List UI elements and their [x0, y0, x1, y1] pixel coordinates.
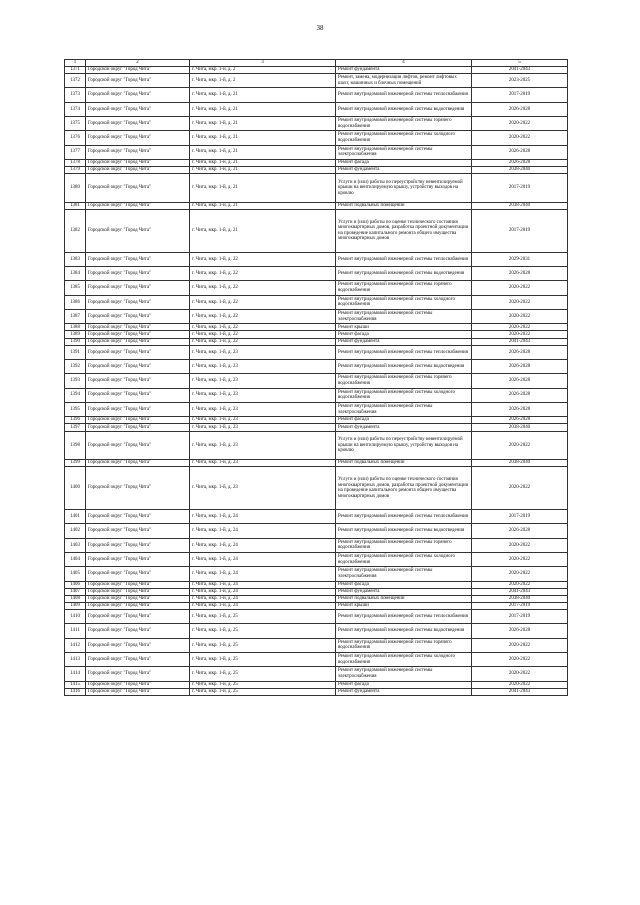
row-work-type: Ремонт внутридомовой инженерной системы горячего водоснабжения: [336, 117, 472, 131]
row-number: 1396: [65, 417, 86, 424]
row-work-type: Ремонт фасада: [336, 581, 472, 588]
row-address: г. Чита, мкр. 1-й, д. 25: [190, 653, 336, 667]
table-row: [65, 252, 568, 266]
row-work-type: Ремонт внутридомовой инженерной системы холодного водоснабжения: [336, 295, 472, 309]
table-row: [65, 424, 568, 431]
row-municipality: Городской округ "Город Чита": [86, 209, 190, 252]
row-work-type: Ремонт подвальных помещений: [336, 595, 472, 602]
row-number: 1391: [65, 345, 86, 359]
table-row: [65, 538, 568, 552]
row-period: 2020-2022: [472, 653, 568, 667]
row-number: 1382: [65, 209, 86, 252]
row-work-type: Ремонт внутридомовой инженерной системы водоотведения: [336, 267, 472, 281]
row-work-type: Ремонт крыши: [336, 603, 472, 610]
row-number: 1376: [65, 131, 86, 145]
row-number: 1402: [65, 524, 86, 538]
row-address: г. Чита, мкр. 1-й, д. 24: [190, 595, 336, 602]
row-municipality: Городской округ "Город Чита": [86, 638, 190, 652]
row-number: 1394: [65, 388, 86, 402]
row-period: 2026-2028: [472, 159, 568, 166]
row-address: г. Чита, мкр. 1-й, д. 21: [190, 131, 336, 145]
table-row: [65, 553, 568, 567]
header-col-2: 2: [86, 60, 190, 67]
row-number: 1374: [65, 102, 86, 116]
row-number: 1415: [65, 681, 86, 688]
row-work-type: Ремонт внутридомовой инженерной системы теплоснабжения: [336, 88, 472, 102]
row-municipality: Городской округ "Город Чита": [86, 524, 190, 538]
row-work-type: Ремонт внутридомовой инженерной системы электроснабжения: [336, 402, 472, 416]
row-work-type: Ремонт, замена, модернизация лифтов, ремонт лифтовых шахт, машинных и блочных помещений: [336, 74, 472, 88]
row-period: 2026-2028: [472, 267, 568, 281]
row-period: 2026-2028: [472, 402, 568, 416]
repair-schedule-table: [64, 59, 568, 696]
row-municipality: Городской округ "Город Чита": [86, 388, 190, 402]
row-address: г. Чита, мкр. 1-й, д. 2: [190, 74, 336, 88]
row-period: 2041-2043: [472, 338, 568, 345]
row-municipality: Городской округ "Город Чита": [86, 174, 190, 203]
row-work-type: Ремонт фундамента: [336, 688, 472, 695]
row-work-type: Ремонт внутридомовой инженерной системы горячего водоснабжения: [336, 281, 472, 295]
table-header-row: [65, 60, 568, 67]
row-period: 2020-2022: [472, 567, 568, 581]
row-municipality: Городской округ "Город Чита": [86, 331, 190, 338]
row-work-type: Ремонт подвальных помещений: [336, 460, 472, 467]
row-address: г. Чита, мкр. 1-й, д. 23: [190, 345, 336, 359]
table-row: [65, 74, 568, 88]
row-municipality: Городской округ "Город Чита": [86, 402, 190, 416]
row-number: 1377: [65, 145, 86, 159]
row-work-type: Ремонт фасада: [336, 331, 472, 338]
table-row: [65, 67, 568, 74]
row-number: 1413: [65, 653, 86, 667]
row-address: г. Чита, мкр. 1-й, д. 22: [190, 267, 336, 281]
row-municipality: Городской округ "Город Чита": [86, 460, 190, 467]
table-row: [65, 202, 568, 209]
row-address: г. Чита, мкр. 1-й, д. 21: [190, 202, 336, 209]
row-number: 1385: [65, 281, 86, 295]
row-address: г. Чита, мкр. 1-й, д. 25: [190, 688, 336, 695]
row-municipality: Городской округ "Город Чита": [86, 281, 190, 295]
row-municipality: Городской округ "Город Чита": [86, 681, 190, 688]
table-row: [65, 88, 568, 102]
row-work-type: Ремонт внутридомовой инженерной системы водоотведения: [336, 524, 472, 538]
row-work-type: Ремонт внутридомовой инженерной системы водоотведения: [336, 102, 472, 116]
row-period: 2020-2022: [472, 324, 568, 331]
row-municipality: Городской округ "Город Чита": [86, 417, 190, 424]
table-row: [65, 145, 568, 159]
page-number: 38: [316, 24, 324, 32]
row-municipality: Городской округ "Город Чита": [86, 88, 190, 102]
row-period: 2038-2040: [472, 424, 568, 431]
row-number: 1411: [65, 624, 86, 638]
row-number: 1390: [65, 338, 86, 345]
row-number: 1414: [65, 667, 86, 681]
row-period: 2020-2022: [472, 667, 568, 681]
row-address: г. Чита, мкр. 1-й, д. 25: [190, 667, 336, 681]
row-address: г. Чита, мкр. 1-й, д. 25: [190, 624, 336, 638]
row-address: г. Чита, мкр. 1-й, д. 22: [190, 338, 336, 345]
row-work-type: Ремонт внутридомовой инженерной системы горячего водоснабжения: [336, 374, 472, 388]
row-municipality: Городской округ "Город Чита": [86, 74, 190, 88]
row-period: 2017-2019: [472, 510, 568, 524]
header-col-4: 4: [336, 60, 472, 67]
row-address: г. Чита, мкр. 1-й, д. 21: [190, 167, 336, 174]
row-municipality: Городской округ "Город Чита": [86, 159, 190, 166]
row-number: 1388: [65, 324, 86, 331]
row-period: 2017-2019: [472, 88, 568, 102]
row-address: г. Чита, мкр. 1-й, д. 25: [190, 610, 336, 624]
row-work-type: Услуги и (или) работы по оценке технического состояния многоквартирных домов, разработка проектной документации на проведение капитального ремонта общего имущества многоквартирных домов: [336, 467, 472, 510]
row-work-type: Ремонт фундамента: [336, 167, 472, 174]
row-work-type: Ремонт внутридомовой инженерной системы электроснабжения: [336, 567, 472, 581]
row-address: г. Чита, мкр. 1-й, д. 25: [190, 681, 336, 688]
header-col-5: 5: [472, 60, 568, 67]
table-row: [65, 338, 568, 345]
row-number: 1397: [65, 424, 86, 431]
row-work-type: Ремонт крыши: [336, 324, 472, 331]
row-address: г. Чита, мкр. 1-й, д. 2: [190, 67, 336, 74]
row-address: г. Чита, мкр. 1-й, д. 21: [190, 174, 336, 203]
table-row: [65, 374, 568, 388]
row-address: г. Чита, мкр. 1-й, д. 22: [190, 252, 336, 266]
row-municipality: Городской округ "Город Чита": [86, 581, 190, 588]
row-period: 2029-2031: [472, 252, 568, 266]
row-municipality: Городской округ "Город Чита": [86, 431, 190, 460]
row-work-type: Ремонт внутридомовой инженерной системы холодного водоснабжения: [336, 131, 472, 145]
row-period: 2020-2022: [472, 467, 568, 510]
row-address: г. Чита, мкр. 1-й, д. 24: [190, 588, 336, 595]
row-work-type: Ремонт фасада: [336, 417, 472, 424]
row-address: г. Чита, мкр. 1-й, д. 23: [190, 424, 336, 431]
row-municipality: Городской округ "Город Чита": [86, 610, 190, 624]
table-row: [65, 681, 568, 688]
table-row: [65, 467, 568, 510]
row-municipality: Городской округ "Город Чита": [86, 374, 190, 388]
row-number: 1378: [65, 159, 86, 166]
row-address: г. Чита, мкр. 1-й, д. 24: [190, 603, 336, 610]
row-number: 1412: [65, 638, 86, 652]
row-period: 2026-2028: [472, 374, 568, 388]
row-number: 1389: [65, 331, 86, 338]
row-municipality: Городской округ "Город Чита": [86, 667, 190, 681]
row-period: 2020-2022: [472, 681, 568, 688]
row-municipality: Городской округ "Город Чита": [86, 131, 190, 145]
table-row: [65, 117, 568, 131]
row-period: 2038-2040: [472, 202, 568, 209]
row-municipality: Городской округ "Город Чита": [86, 252, 190, 266]
row-work-type: Ремонт внутридомовой инженерной системы теплоснабжения: [336, 252, 472, 266]
row-number: 1410: [65, 610, 86, 624]
row-municipality: Городской округ "Город Чита": [86, 338, 190, 345]
row-address: г. Чита, мкр. 1-й, д. 22: [190, 331, 336, 338]
row-number: 1404: [65, 553, 86, 567]
row-number: 1387: [65, 310, 86, 324]
header-col-1: 1: [65, 60, 86, 67]
row-municipality: Городской округ "Город Чита": [86, 102, 190, 116]
row-period: 2020-2022: [472, 538, 568, 552]
row-work-type: Ремонт внутридомовой инженерной системы холодного водоснабжения: [336, 388, 472, 402]
row-municipality: Городской округ "Город Чита": [86, 588, 190, 595]
row-number: 1380: [65, 174, 86, 203]
row-period: 2026-2028: [472, 345, 568, 359]
row-municipality: Городской округ "Город Чита": [86, 467, 190, 510]
table-row: [65, 460, 568, 467]
row-address: г. Чита, мкр. 1-й, д. 24: [190, 553, 336, 567]
row-work-type: Ремонт внутридомовой инженерной системы водоотведения: [336, 624, 472, 638]
table-row: [65, 131, 568, 145]
row-address: г. Чита, мкр. 1-й, д. 21: [190, 145, 336, 159]
row-municipality: Городской округ "Город Чита": [86, 345, 190, 359]
row-period: 2026-2028: [472, 388, 568, 402]
row-number: 1416: [65, 688, 86, 695]
row-number: 1386: [65, 295, 86, 309]
row-work-type: Ремонт фундамента: [336, 424, 472, 431]
row-municipality: Городской округ "Город Чита": [86, 538, 190, 552]
row-work-type: Ремонт внутридомовой инженерной системы электроснабжения: [336, 310, 472, 324]
row-work-type: Ремонт внутридомовой инженерной системы водоотведения: [336, 360, 472, 374]
row-number: 1383: [65, 252, 86, 266]
row-address: г. Чита, мкр. 1-й, д. 23: [190, 388, 336, 402]
row-work-type: Ремонт фасада: [336, 159, 472, 166]
row-number: 1405: [65, 567, 86, 581]
row-period: 2020-2022: [472, 281, 568, 295]
row-address: г. Чита, мкр. 1-й, д. 21: [190, 117, 336, 131]
row-period: 2026-2028: [472, 145, 568, 159]
row-period: 2020-2022: [472, 638, 568, 652]
row-municipality: Городской округ "Город Чита": [86, 295, 190, 309]
row-municipality: Городской округ "Город Чита": [86, 567, 190, 581]
table-row: [65, 310, 568, 324]
row-work-type: Ремонт внутридомовой инженерной системы горячего водоснабжения: [336, 638, 472, 652]
row-address: г. Чита, мкр. 1-й, д. 22: [190, 295, 336, 309]
table-row: [65, 567, 568, 581]
row-period: 2041-2043: [472, 688, 568, 695]
row-municipality: Городской округ "Город Чита": [86, 145, 190, 159]
row-municipality: Городской округ "Город Чита": [86, 267, 190, 281]
row-period: 2020-2022: [472, 131, 568, 145]
row-municipality: Городской округ "Город Чита": [86, 624, 190, 638]
table-row: [65, 524, 568, 538]
row-municipality: Городской округ "Город Чита": [86, 424, 190, 431]
row-period: 2041-2043: [472, 67, 568, 74]
table-row: [65, 295, 568, 309]
row-period: 2041-2043: [472, 588, 568, 595]
table-row: [65, 595, 568, 602]
row-municipality: Городской округ "Город Чита": [86, 360, 190, 374]
table-row: [65, 688, 568, 695]
row-number: 1403: [65, 538, 86, 552]
row-municipality: Городской округ "Город Чита": [86, 117, 190, 131]
row-address: г. Чита, мкр. 1-й, д. 24: [190, 581, 336, 588]
table-row: [65, 638, 568, 652]
row-period: 2017-2019: [472, 174, 568, 203]
row-number: 1371: [65, 67, 86, 74]
row-period: 2020-2022: [472, 553, 568, 567]
table-row: [65, 402, 568, 416]
row-address: г. Чита, мкр. 1-й, д. 23: [190, 402, 336, 416]
row-work-type: Услуги и (или) работы по оценке технического состояния многоквартирных домов, разработка проектной документации на проведение капитального ремонта общего имущества многоквартирных домов: [336, 209, 472, 252]
row-municipality: Городской округ "Город Чита": [86, 167, 190, 174]
row-period: 2020-2022: [472, 431, 568, 460]
row-period: 2026-2028: [472, 417, 568, 424]
row-address: г. Чита, мкр. 1-й, д. 22: [190, 324, 336, 331]
table-row: [65, 588, 568, 595]
table-row: [65, 331, 568, 338]
row-work-type: Ремонт внутридомовой инженерной системы холодного водоснабжения: [336, 653, 472, 667]
row-work-type: Ремонт внутридомовой инженерной системы электроснабжения: [336, 667, 472, 681]
row-municipality: Городской округ "Город Чита": [86, 310, 190, 324]
row-number: 1384: [65, 267, 86, 281]
row-number: 1381: [65, 202, 86, 209]
row-municipality: Городской округ "Город Чита": [86, 553, 190, 567]
table-row: [65, 510, 568, 524]
row-number: 1407: [65, 588, 86, 595]
row-period: 2038-2040: [472, 460, 568, 467]
row-number: 1375: [65, 117, 86, 131]
table-row: [65, 345, 568, 359]
row-work-type: Ремонт фасада: [336, 681, 472, 688]
table-row: [65, 159, 568, 166]
row-number: 1408: [65, 595, 86, 602]
row-address: г. Чита, мкр. 1-й, д. 22: [190, 281, 336, 295]
table-row: [65, 667, 568, 681]
row-period: 2026-2028: [472, 624, 568, 638]
row-municipality: Городской округ "Город Чита": [86, 653, 190, 667]
row-number: 1395: [65, 402, 86, 416]
row-work-type: Ремонт подвальных помещений: [336, 202, 472, 209]
row-number: 1393: [65, 374, 86, 388]
row-work-type: Услуги и (или) работы по переустройству невентилируемой крыши на вентилируемую крышу, устройству выходов на кровлю: [336, 174, 472, 203]
row-work-type: Ремонт фундамента: [336, 588, 472, 595]
row-number: 1372: [65, 74, 86, 88]
row-period: 2017-2019: [472, 610, 568, 624]
row-work-type: Ремонт внутридомовой инженерной системы теплоснабжения: [336, 345, 472, 359]
row-period: 2026-2028: [472, 102, 568, 116]
table-row: [65, 360, 568, 374]
row-municipality: Городской округ "Город Чита": [86, 688, 190, 695]
table-row: [65, 417, 568, 424]
row-municipality: Городской округ "Город Чита": [86, 510, 190, 524]
table-row: [65, 610, 568, 624]
row-municipality: Городской округ "Город Чита": [86, 324, 190, 331]
row-address: г. Чита, мкр. 1-й, д. 21: [190, 102, 336, 116]
row-address: г. Чита, мкр. 1-й, д. 24: [190, 538, 336, 552]
row-work-type: Услуги и (или) работы по переустройству невентилируемой крыши на вентилируемую крышу, устройству выходов на кровлю: [336, 431, 472, 460]
table-row: [65, 324, 568, 331]
table-row: [65, 388, 568, 402]
row-period: 2023-2025: [472, 74, 568, 88]
row-period: 2020-2022: [472, 310, 568, 324]
row-period: 2020-2022: [472, 331, 568, 338]
row-number: 1399: [65, 460, 86, 467]
row-work-type: Ремонт внутридомовой инженерной системы теплоснабжения: [336, 610, 472, 624]
row-number: 1373: [65, 88, 86, 102]
row-municipality: Городской округ "Город Чита": [86, 202, 190, 209]
row-work-type: Ремонт внутридомовой инженерной системы горячего водоснабжения: [336, 538, 472, 552]
table-row: [65, 603, 568, 610]
row-address: г. Чита, мкр. 1-й, д. 22: [190, 310, 336, 324]
row-address: г. Чита, мкр. 1-й, д. 25: [190, 638, 336, 652]
row-number: 1379: [65, 167, 86, 174]
table-row: [65, 267, 568, 281]
table-row: [65, 653, 568, 667]
row-period: 2017-2019: [472, 603, 568, 610]
table-row: [65, 209, 568, 252]
table-row: [65, 581, 568, 588]
row-period: 2020-2022: [472, 581, 568, 588]
row-period: 2026-2028: [472, 360, 568, 374]
row-number: 1400: [65, 467, 86, 510]
row-address: г. Чита, мкр. 1-й, д. 23: [190, 431, 336, 460]
row-address: г. Чита, мкр. 1-й, д. 23: [190, 467, 336, 510]
row-work-type: Ремонт внутридомовой инженерной системы теплоснабжения: [336, 510, 472, 524]
table-row: [65, 281, 568, 295]
row-address: г. Чита, мкр. 1-й, д. 24: [190, 510, 336, 524]
row-number: 1401: [65, 510, 86, 524]
row-work-type: Ремонт внутридомовой инженерной системы электроснабжения: [336, 145, 472, 159]
header-col-3: 3: [190, 60, 336, 67]
row-work-type: Ремонт фундамента: [336, 338, 472, 345]
row-municipality: Городской округ "Город Чита": [86, 603, 190, 610]
row-work-type: Ремонт фундамента: [336, 67, 472, 74]
row-number: 1398: [65, 431, 86, 460]
row-address: г. Чита, мкр. 1-й, д. 21: [190, 88, 336, 102]
row-work-type: Ремонт внутридомовой инженерной системы холодного водоснабжения: [336, 553, 472, 567]
row-period: 2020-2022: [472, 295, 568, 309]
row-municipality: Городской округ "Город Чита": [86, 67, 190, 74]
row-number: 1406: [65, 581, 86, 588]
row-address: г. Чита, мкр. 1-й, д. 24: [190, 567, 336, 581]
row-address: г. Чита, мкр. 1-й, д. 21: [190, 159, 336, 166]
row-municipality: Городской округ "Город Чита": [86, 595, 190, 602]
row-address: г. Чита, мкр. 1-й, д. 23: [190, 460, 336, 467]
table-row: [65, 624, 568, 638]
row-address: г. Чита, мкр. 1-й, д. 23: [190, 360, 336, 374]
row-address: г. Чита, мкр. 1-й, д. 21: [190, 209, 336, 252]
row-period: 2017-2019: [472, 209, 568, 252]
row-number: 1409: [65, 603, 86, 610]
row-period: 2038-2040: [472, 595, 568, 602]
table-row: [65, 102, 568, 116]
table-row: [65, 174, 568, 203]
table-row: [65, 167, 568, 174]
row-period: 2026-2028: [472, 524, 568, 538]
row-address: г. Чита, мкр. 1-й, д. 23: [190, 417, 336, 424]
table-row: [65, 431, 568, 460]
row-period: 2020-2022: [472, 117, 568, 131]
row-number: 1392: [65, 360, 86, 374]
row-period: 2038-2040: [472, 167, 568, 174]
row-address: г. Чита, мкр. 1-й, д. 23: [190, 374, 336, 388]
row-address: г. Чита, мкр. 1-й, д. 24: [190, 524, 336, 538]
